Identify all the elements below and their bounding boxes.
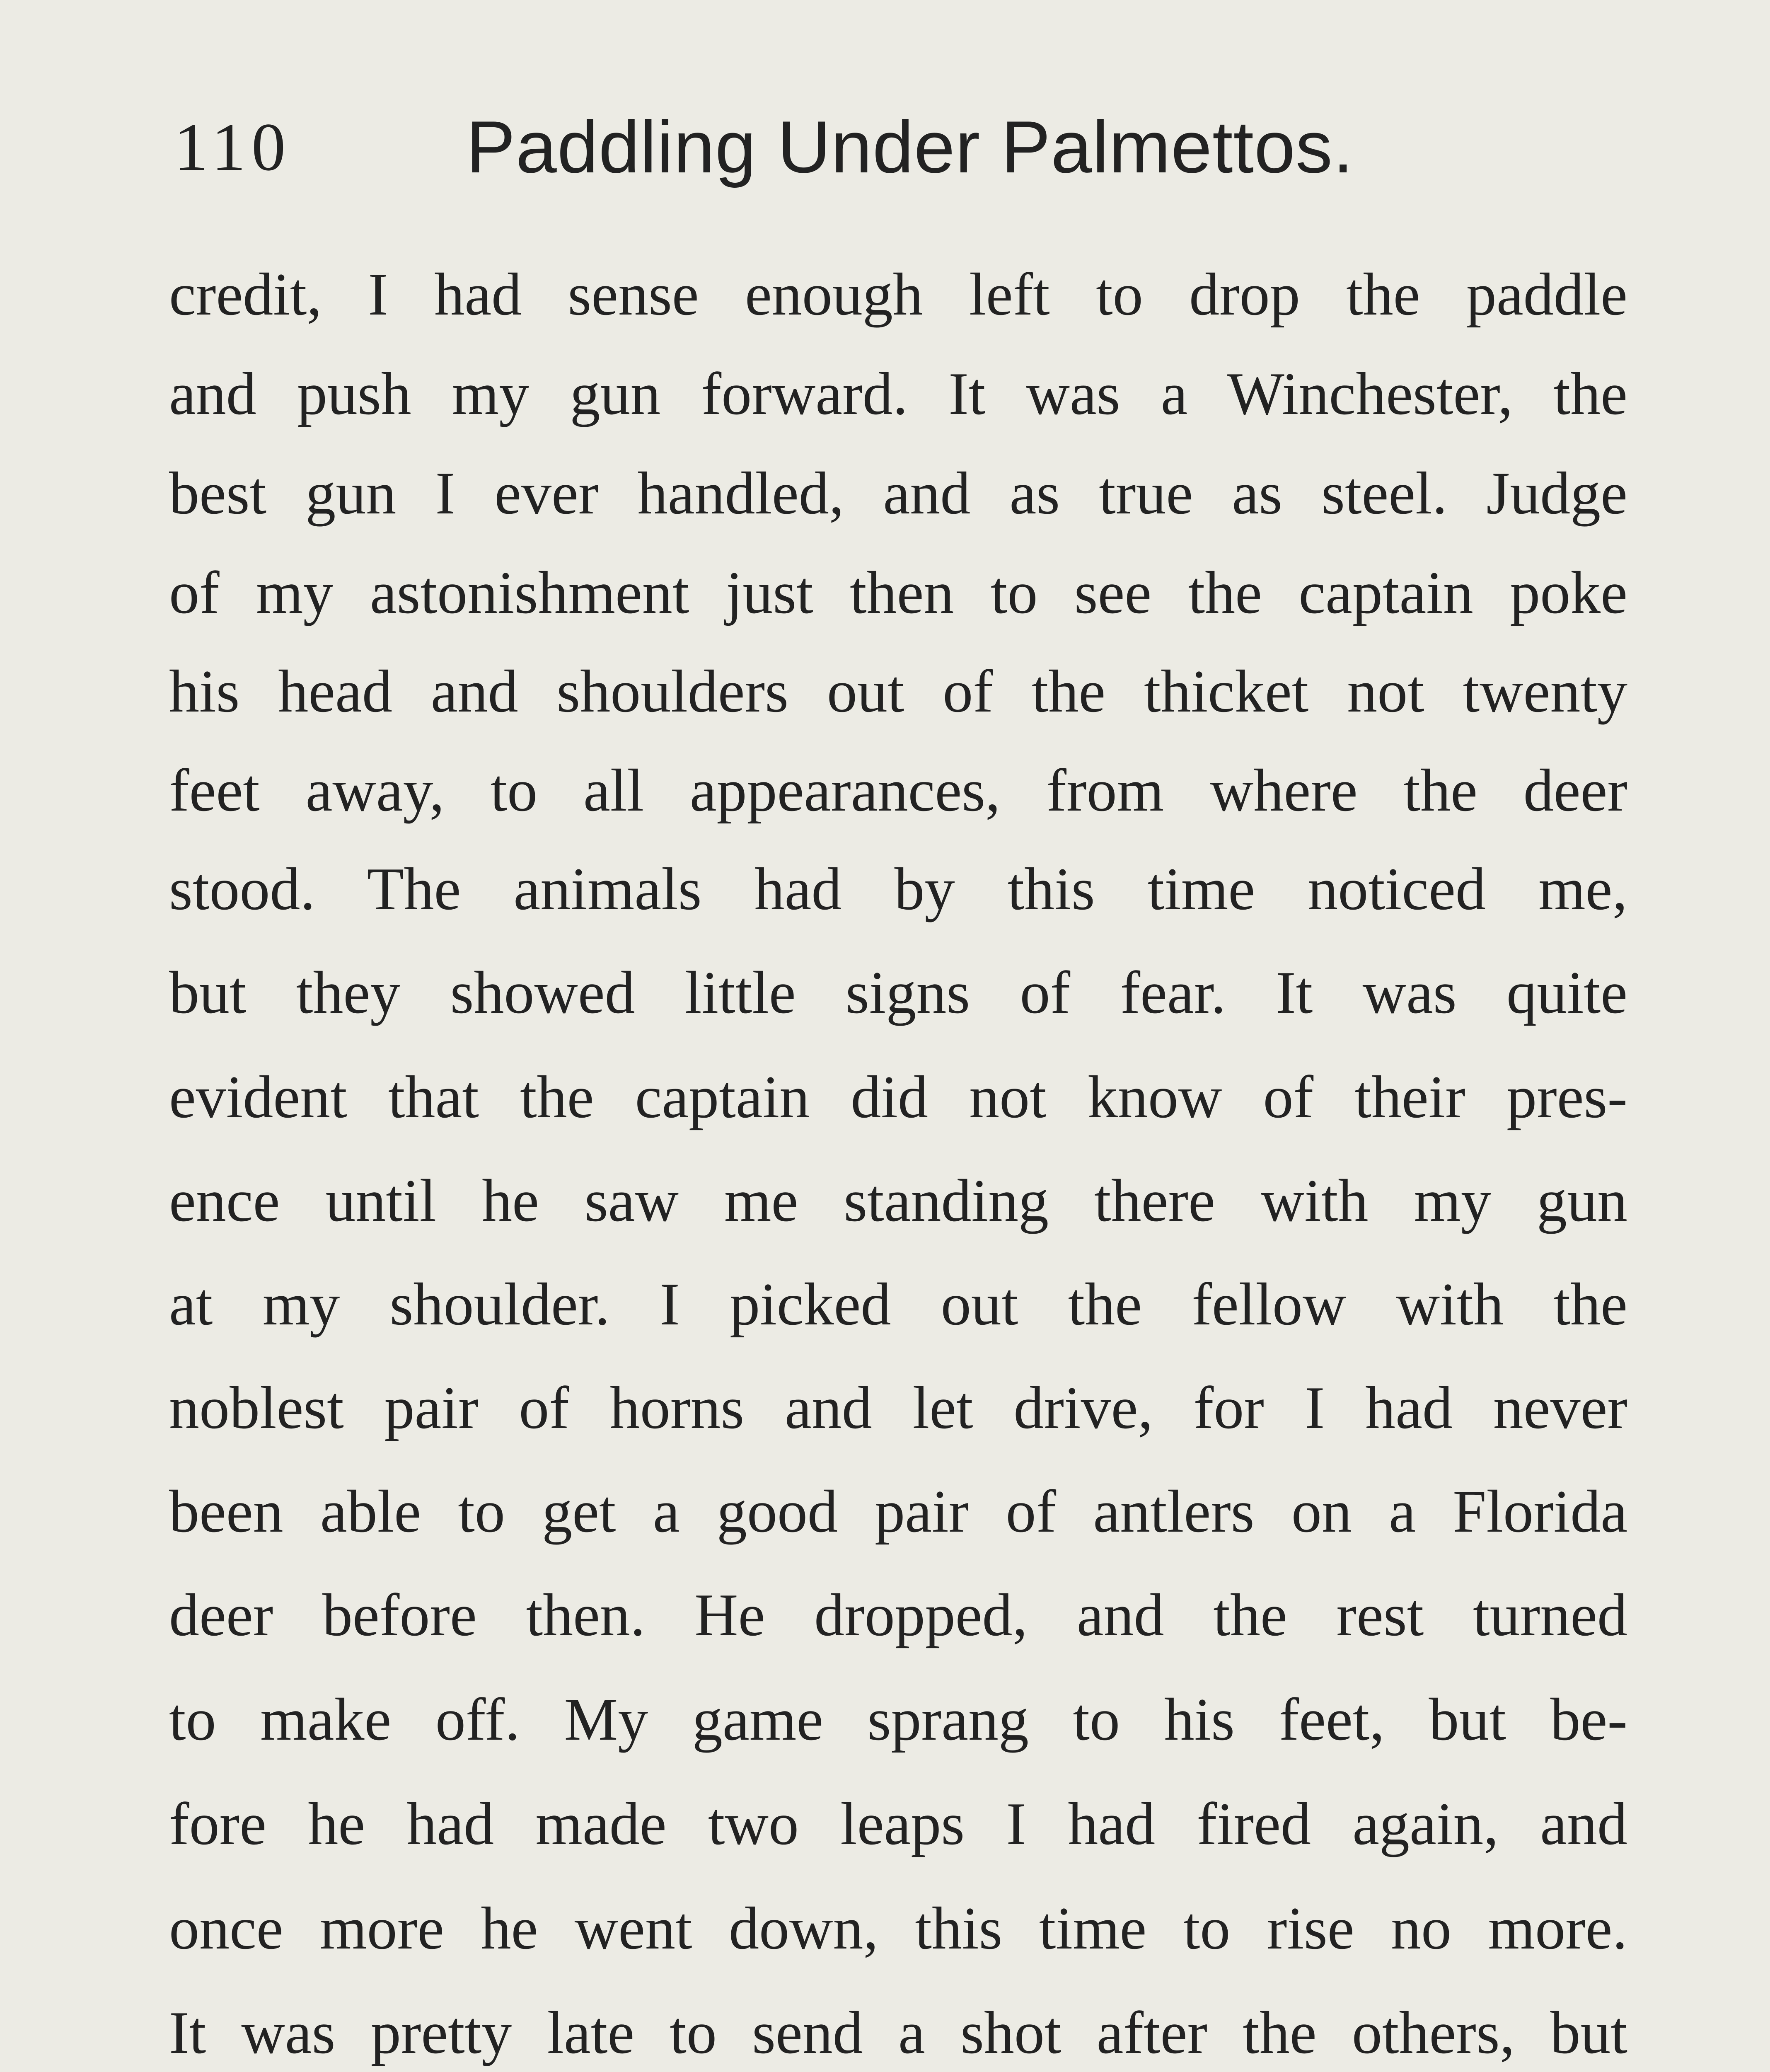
text-line: evident that the captain did not know of their pres- (169, 1063, 1627, 1130)
text-line: to make off. My game sprang to his feet, but be- (169, 1686, 1627, 1753)
text-line: credit, I had sense enough left to drop the paddle (169, 261, 1627, 328)
page-header (166, 97, 1624, 197)
text-line: and push my gun forward. It was a Winchester, the (169, 360, 1627, 427)
text-line: of my astonishment just then to see the captain poke (169, 559, 1627, 626)
text-line: deer before then. He dropped, and the rest turned (169, 1581, 1627, 1648)
text-line: at my shoulder. I picked out the fellow with the (169, 1271, 1627, 1338)
text-line: best gun I ever handled, and as true as steel. Judge (169, 460, 1627, 527)
text-line: feet away, to all appearances, from where the deer (169, 757, 1627, 824)
text-line: stood. The animals had by this time noticed me, (169, 855, 1627, 922)
text-line: fore he had made two leaps I had fired again, and (169, 1790, 1627, 1857)
text-line: ence until he saw me standing there with my gun (169, 1167, 1627, 1234)
text-line: It was pretty late to send a shot after the others, but (169, 1999, 1627, 2066)
text-line: been able to get a good pair of antlers on a Florida (169, 1478, 1627, 1545)
text-line: once more he went down, this time to rise no more. (169, 1895, 1627, 1962)
text-line: noblest pair of horns and let drive, for I had never (169, 1374, 1627, 1441)
text-line: his head and shoulders out of the thicket not twenty (169, 658, 1627, 725)
text-line: but they showed little signs of fear. It was quite (169, 959, 1627, 1026)
running-title: Paddling Under Palmettos. (466, 106, 1354, 188)
page-number: 110 (174, 109, 292, 185)
